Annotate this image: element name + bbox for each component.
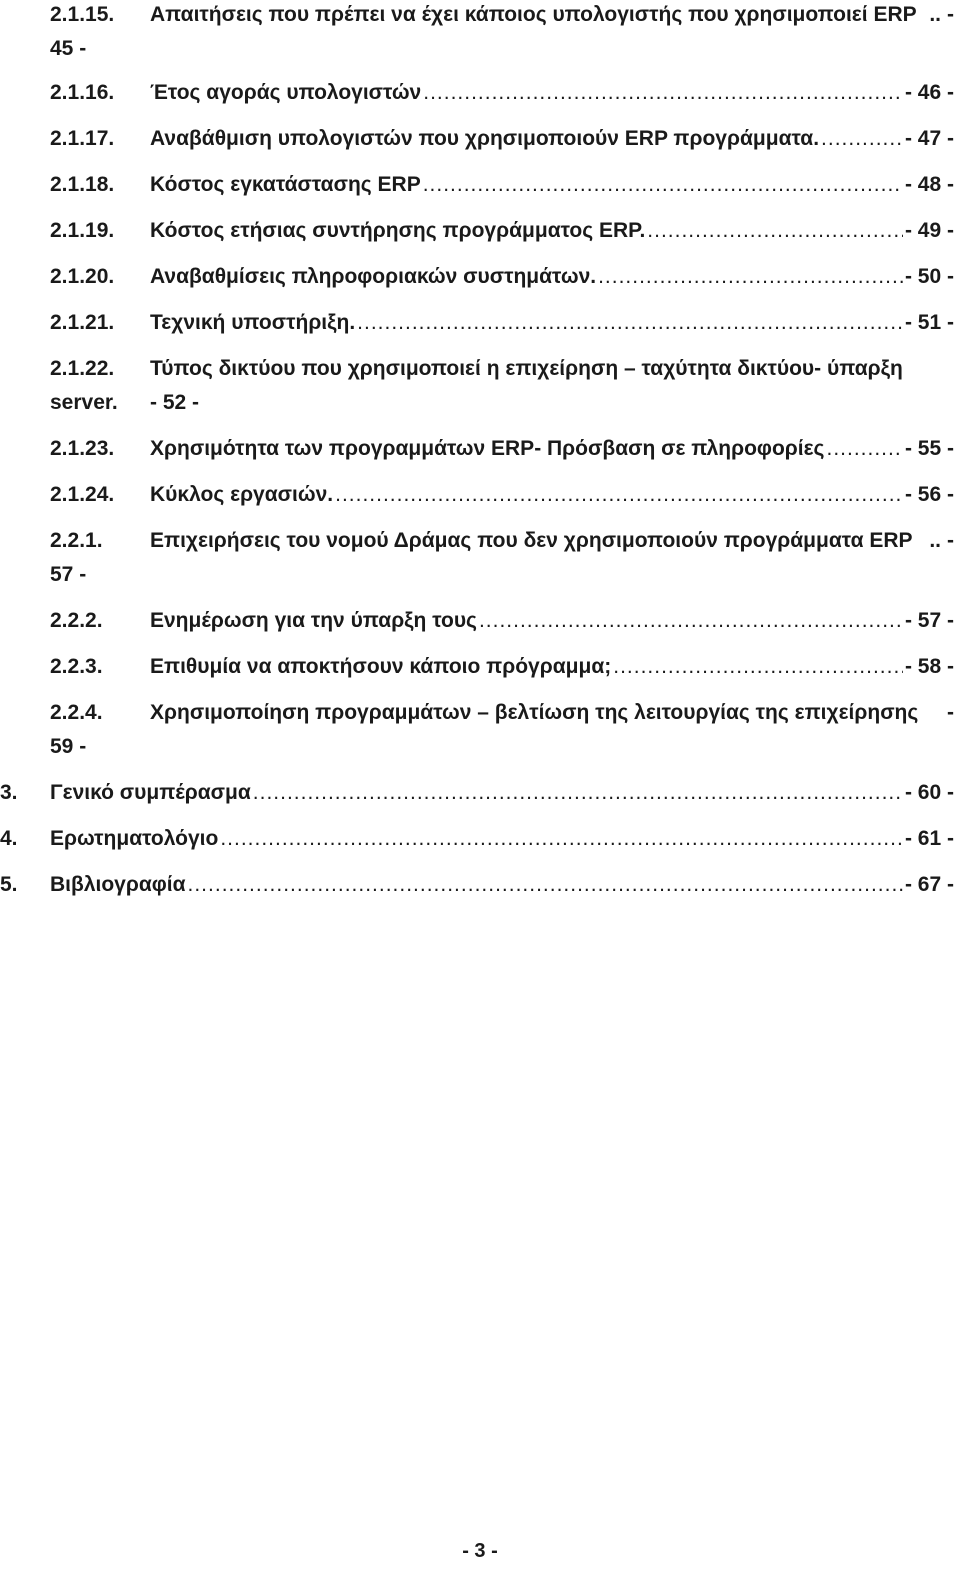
toc-title: Χρησιμότητα των προγραμμάτων ERP- Πρόσβαση σε πληροφορίες	[150, 437, 825, 460]
toc-leader	[423, 76, 903, 110]
toc-entry-2-2-3[interactable]	[0, 650, 954, 684]
toc-page-continued: 45 -	[50, 37, 87, 60]
toc-entry-2-1-22[interactable]	[0, 352, 954, 420]
toc-number: 2.1.19.	[50, 219, 115, 242]
toc-title: Τύπος δικτύου που χρησιμοποιεί η επιχείρηση – ταχύτητα δικτύου- ύπαρξη	[150, 357, 903, 380]
toc-leader	[479, 604, 903, 638]
toc-number: 5.	[0, 873, 18, 896]
toc-entry-2-2-4[interactable]	[0, 696, 954, 764]
toc-page: - 61 -	[904, 827, 954, 850]
toc-entry-2-1-16[interactable]	[0, 76, 954, 110]
toc-title: Έτος αγοράς υπολογιστών	[150, 81, 422, 104]
toc-number: 2.1.24.	[50, 483, 115, 506]
toc-leader	[335, 478, 903, 512]
toc-number: 2.1.16.	[50, 81, 115, 104]
toc-entry-2-1-21[interactable]	[0, 306, 954, 340]
toc-number: 3.	[0, 781, 18, 804]
toc-title: Απαιτήσεις που πρέπει να έχει κάποιος υπολογιστής που χρησιμοποιεί ERP	[150, 3, 917, 26]
toc-leader	[357, 306, 903, 340]
toc-number: 4.	[0, 827, 18, 850]
toc-number: 2.1.20.	[50, 265, 115, 288]
toc-page: - 51 -	[904, 311, 954, 334]
toc-page: - 56 -	[904, 483, 954, 506]
toc-title-continued: server.	[50, 391, 118, 414]
toc-title: Γενικό συμπέρασμα	[50, 781, 251, 804]
page-number: - 3 -	[462, 1540, 498, 1562]
toc-page: -	[947, 3, 954, 26]
toc-page: -	[947, 701, 954, 724]
toc-number: 2.1.21.	[50, 311, 115, 334]
toc-number: 2.2.1.	[50, 529, 103, 552]
toc-entry-2-2-1[interactable]	[0, 524, 954, 592]
toc-leader	[826, 432, 903, 466]
toc-number: 2.1.15.	[50, 3, 115, 26]
toc-title: Επιχειρήσεις του νομού Δράμας που δεν χρησιμοποιούν προγράμματα ERP	[150, 529, 913, 552]
toc-page: - 67 -	[904, 873, 954, 896]
toc-page: - 50 -	[904, 265, 954, 288]
toc-entry-2-1-15[interactable]	[0, 0, 954, 66]
toc-leader	[647, 214, 903, 248]
toc-leader: ..	[929, 3, 941, 26]
toc-entry-2-1-19[interactable]	[0, 214, 954, 248]
toc-title: Ερωτηματολόγιο	[50, 827, 219, 850]
toc-title: Κόστος εγκατάστασης ERP	[150, 173, 421, 196]
toc-page: - 57 -	[904, 609, 954, 632]
toc-title: Κύκλος εργασιών.	[150, 483, 334, 506]
toc-entry-3[interactable]	[0, 776, 954, 810]
toc-number: 2.1.18.	[50, 173, 115, 196]
toc-leader	[220, 822, 903, 856]
toc-title: Αναβαθμίσεις πληροφοριακών συστημάτων.	[150, 265, 597, 288]
toc-title: Χρησιμοποίηση προγραμμάτων – βελτίωση της λειτουργίας της επιχείρησης	[150, 701, 919, 724]
toc-number: 2.1.23.	[50, 437, 115, 460]
toc-page: - 46 -	[904, 81, 954, 104]
toc-entry-2-1-17[interactable]	[0, 122, 954, 156]
toc-entry-2-1-24[interactable]	[0, 478, 954, 512]
toc-number: 2.2.2.	[50, 609, 103, 632]
toc-leader	[821, 122, 903, 156]
toc-page: - 58 -	[904, 655, 954, 678]
toc-leader	[253, 776, 903, 810]
toc-leader	[423, 168, 903, 202]
toc-page: - 49 -	[904, 219, 954, 242]
toc-page: -	[947, 529, 954, 552]
toc-page: - 48 -	[904, 173, 954, 196]
toc-title: Αναβάθμιση υπολογιστών που χρησιμοποιούν ERP προγράμματα.	[150, 127, 820, 150]
toc-entry-2-1-18[interactable]	[0, 168, 954, 202]
toc-entry-5[interactable]	[0, 868, 954, 902]
toc-leader	[598, 260, 903, 294]
toc-number: 2.2.4.	[50, 701, 103, 724]
toc-leader: ..	[929, 529, 941, 552]
toc-title: Κόστος ετήσιας συντήρησης προγράμματος ERP.	[150, 219, 646, 242]
toc-number: 2.2.3.	[50, 655, 103, 678]
toc-page-continued: 57 -	[50, 563, 87, 586]
toc-page: - 47 -	[904, 127, 954, 150]
toc-entry-2-1-23[interactable]	[0, 432, 954, 466]
toc-title: Ενημέρωση για την ύπαρξη τους	[150, 609, 477, 632]
toc-number: 2.1.22.	[50, 357, 115, 380]
toc-leader	[188, 868, 903, 902]
toc-entry-2-1-20[interactable]	[0, 260, 954, 294]
toc-entry-4[interactable]	[0, 822, 954, 856]
toc-entry-2-2-2[interactable]	[0, 604, 954, 638]
toc-title: Βιβλιογραφία	[50, 873, 186, 896]
toc-title: Επιθυμία να αποκτήσουν κάποιο πρόγραμμα;	[150, 655, 612, 678]
toc-title: Τεχνική υποστήριξη.	[150, 311, 356, 334]
toc-page: - 52 -	[150, 391, 200, 414]
toc-leader	[613, 650, 903, 684]
toc-page-continued: 59 -	[50, 735, 87, 758]
toc-page: - 60 -	[904, 781, 954, 804]
toc-number: 2.1.17.	[50, 127, 115, 150]
toc-page: - 55 -	[904, 437, 954, 460]
